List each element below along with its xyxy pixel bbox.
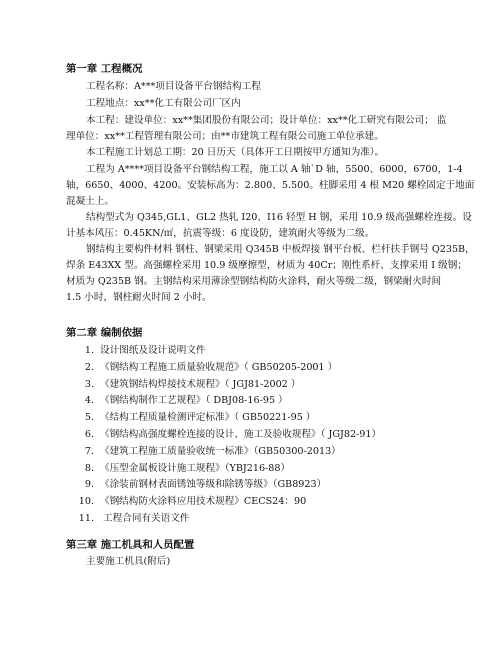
project-name: 工程名称：A***项目设备平台钢结构工程	[86, 81, 261, 92]
reference-number: 7.	[84, 445, 94, 457]
reference-text: 《结构工程质量检测评定标准》（ GB50221-95 ）	[100, 412, 316, 424]
reference-text: 工程合同有关语文件	[100, 513, 190, 524]
reference-text: 《钢结构工程施工质量验收规范》（ GB50205-2001 ）	[100, 361, 338, 373]
material-line-2: 焊条 E43XX 型。高强螺栓采用 10.9 级摩擦型，材质为 40Cr；刚性系杆、支撑采用 I 级钢；	[66, 260, 467, 271]
reference-item	[72, 361, 337, 375]
chapter-1-title: 第一章 工程概况	[66, 63, 143, 75]
reference-text: 《涂装前钢材表面锈蚀等级和除锈等级》（GB8923）	[100, 479, 327, 491]
reference-text: 《建筑钢结构焊接技术规程》（ JGJ81-2002 ）	[100, 378, 301, 390]
reference-item	[72, 411, 315, 425]
reference-item	[72, 495, 306, 509]
material-line-3: 材质为 Q235B 钢。主钢结构采用薄涂型钢结构防火涂料，耐火等级二级，钢梁耐火时间	[66, 276, 442, 287]
reference-item	[72, 445, 341, 459]
chapter-2-title: 第二章 编制依据	[66, 327, 143, 339]
reference-item	[72, 344, 206, 358]
reference-item	[72, 462, 290, 476]
reference-number: 6.	[84, 429, 94, 440]
reference-text: 《压型金属板设计施工规程》（YBJ216-88）	[100, 462, 291, 474]
reference-number: 9.	[84, 479, 94, 491]
chapter-3-title: 第三章 施工机具和人员配置	[66, 539, 195, 551]
reference-item	[72, 512, 189, 526]
reference-number: 1.	[84, 345, 94, 356]
reference-item	[72, 478, 326, 492]
reference-number: 8.	[84, 462, 94, 474]
reference-text: 《钢结构制作工艺规程》（ DBJ08-16-95 ）	[100, 395, 288, 407]
project-location: 工程地点：xx**化工有限公司厂区内	[86, 98, 241, 109]
reference-text: 《钢结构防火涂料应用技术规程》CECS24：90	[100, 496, 307, 508]
material-line-4: 1.5 小时，钢柱耐火时间 2 小时。	[66, 292, 212, 303]
description-line-3: 混凝土上。	[66, 196, 114, 207]
structure-line-2: 计基本风压：0.45KN/㎡，抗震等级：6 度设防，建筑耐火等级为二级。	[66, 228, 375, 239]
schedule-paragraph: 本工程施工计划总工期：20 日历天（具体开工日期按甲方通知为准）。	[86, 147, 385, 158]
structure-line-1: 结构型式为 Q345,GL1、GL2 热轧 I20、I16 轻型 H 钢，采用 10.9 级高强螺栓连接。设	[86, 212, 472, 223]
reference-item	[72, 378, 300, 392]
reference-item	[72, 394, 288, 408]
reference-number: 2.	[84, 361, 94, 373]
reference-text: 《建筑工程施工质量验收统一标准》（GB50300-2013）	[100, 445, 341, 457]
units-paragraph-line-1: 本工程：建设单位：xx**集团股份有限公司；设计单位：xx**化工研究有限公司； 监	[86, 115, 447, 126]
description-line-1: 工程为 A****项目设备平台钢结构工程，施工以 A 轴`D 轴，5500、6000，6700，1-4	[86, 164, 463, 175]
description-line-2: 轴，6650、4000、4200。安装标高为：2.800、5.500。柱脚采用 4 根 M20 螺栓固定于地面	[66, 180, 475, 191]
reference-item	[72, 428, 381, 442]
reference-number: 3.	[84, 378, 94, 390]
reference-text: 《钢结构高强度螺栓连接的设计、施工及验收规程》（ JGJ82-91）	[100, 429, 382, 440]
reference-number: 4.	[84, 395, 94, 407]
units-paragraph-line-2: 理单位：xx**工程管理有限公司；由**市建筑工程有限公司施工单位承建。	[66, 131, 384, 142]
material-line-1: 钢结构主要构件材料 钢柱、钢梁采用 Q345B 中板焊接 钢平台板、栏杆扶手钢号 Q235B，	[86, 244, 475, 255]
reference-number: 11.	[78, 513, 94, 524]
reference-number: 10.	[78, 496, 94, 508]
equipment-note: 主要施工机具(附后)	[86, 556, 171, 567]
reference-number: 5.	[84, 412, 94, 424]
reference-text: 设计图纸及设计说明文件	[100, 345, 206, 356]
